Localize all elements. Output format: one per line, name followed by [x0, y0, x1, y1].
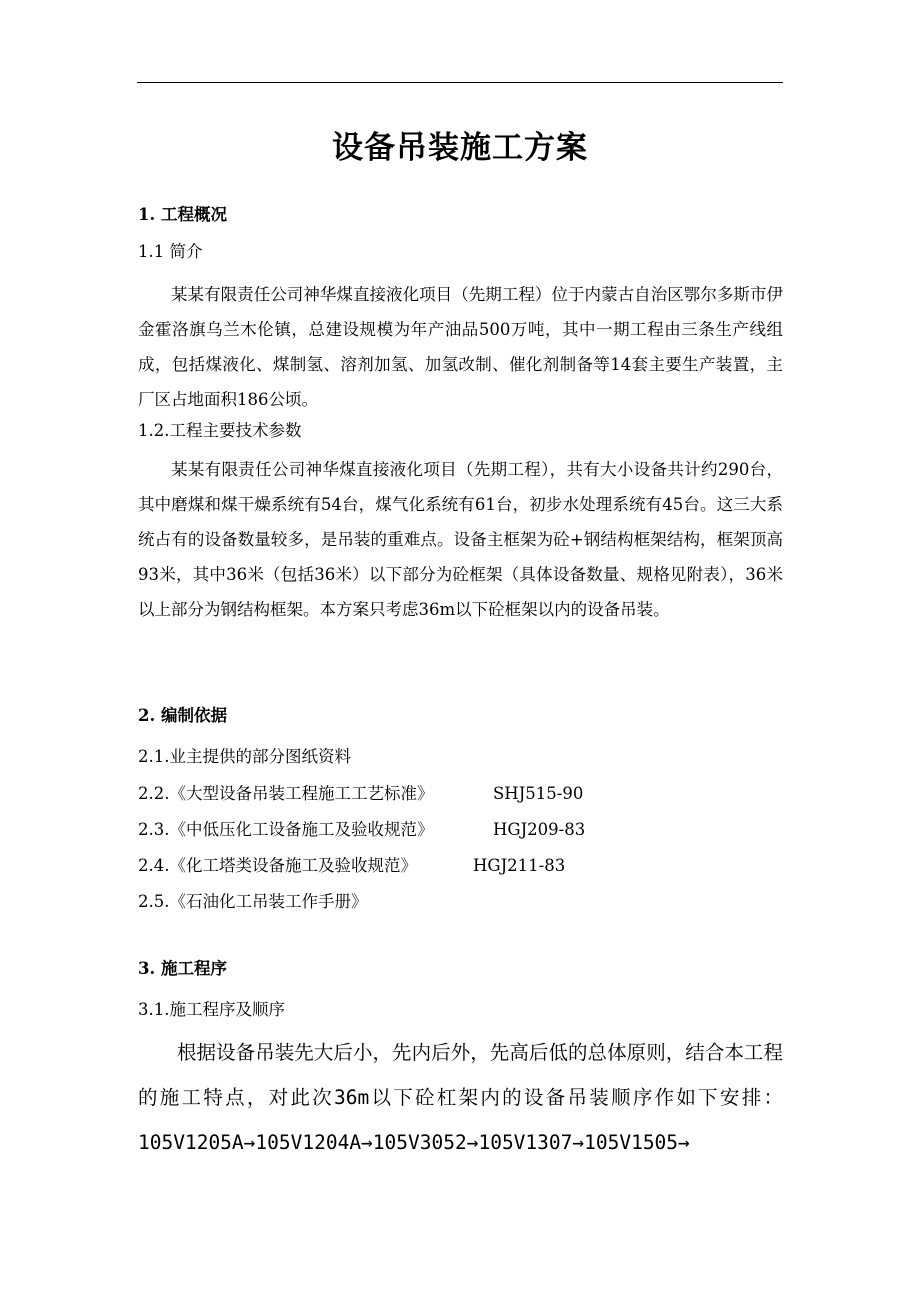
subsection-1-1-paragraph: [138, 277, 783, 417]
reference-code: HGJ209-83: [493, 820, 586, 839]
header-rule: [137, 82, 783, 83]
reference-title: 2.1.业主提供的部分图纸资料: [138, 747, 351, 766]
reference-item: [138, 782, 584, 806]
reference-code: HGJ211-83: [473, 856, 566, 875]
reference-item: [138, 890, 368, 914]
reference-item: [138, 854, 566, 878]
paragraph-text: 根据设备吊装先大后小，先内后外，先高后低的总体原则，结合本工程的施工特点，对此次36m以下砼杠架内的设备吊装顺序作如下安排：105V1205A→105V1204A→105V3052→105V1307→105V1505→: [138, 1041, 783, 1154]
paragraph-text: 某某有限责任公司神华煤直接液化项目（先期工程），共有大小设备共计约290台，其中磨煤和煤干燥系统有54台，煤气化系统有61台，初步水处理系统有45台。这三大系统占有的设备数量较多，是吊装的重难点。设备主框架为砼+钢结构框架结构，框架顶高93米，其中36米（包括36米）以下部分为砼框架（具体设备数量、规格见附表），36米以上部分为钢结构框架。本方案只考虑36m以下砼框架以内的设备吊装。: [138, 460, 783, 619]
document-title: 设备吊装施工方案: [332, 130, 588, 166]
reference-code: SHJ515-90: [493, 784, 584, 803]
subsection-1-2-heading: 1.2.工程主要技术参数: [138, 421, 302, 440]
section-2-heading: 2. 编制依据: [138, 706, 227, 725]
subsection-1-2-paragraph: [138, 452, 783, 627]
subsection-1-1-heading: 1.1 简介: [138, 242, 203, 261]
reference-title: 2.3.《中低压化工设备施工及验收规范》: [138, 820, 434, 839]
section-3-heading: 3. 施工程序: [138, 959, 227, 978]
section-1-heading: 1. 工程概况: [138, 205, 227, 224]
reference-item: [138, 745, 351, 769]
reference-item: [138, 818, 586, 842]
subsection-3-1-paragraph: [138, 1030, 783, 1165]
reference-title: 2.2.《大型设备吊装工程施工工艺标准》: [138, 784, 434, 803]
paragraph-text: 某某有限责任公司神华煤直接液化项目（先期工程）位于内蒙古自治区鄂尔多斯市伊金霍洛旗乌兰木伦镇，总建设规模为年产油品500万吨，其中一期工程由三条生产线组成，包括煤液化、煤制氢、溶剂加氢、加氢改制、催化剂制备等14套主要生产装置，主厂区占地面积186公顷。: [138, 285, 783, 409]
reference-title: 2.4.《化工塔类设备施工及验收规范》: [138, 856, 417, 875]
subsection-3-1-heading: 3.1.施工程序及顺序: [138, 1000, 285, 1019]
reference-title: 2.5.《石油化工吊装工作手册》: [138, 892, 368, 911]
